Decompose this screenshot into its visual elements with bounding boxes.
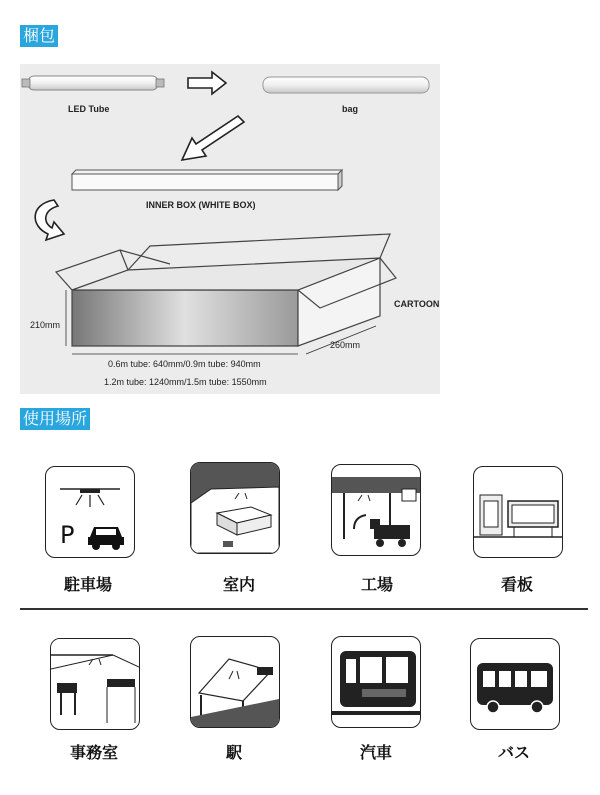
inner-box-drawing xyxy=(72,170,342,190)
office-icon xyxy=(50,638,140,730)
location-label-factory: 工場 xyxy=(360,575,393,594)
indoor-icon xyxy=(190,462,280,554)
curved-arrow-icon xyxy=(35,200,64,240)
arrow-right-icon xyxy=(188,72,226,94)
bag-label: bag xyxy=(342,104,359,114)
factory-icon xyxy=(331,464,421,556)
section-title-usage: 使用場所 xyxy=(20,408,90,430)
signboard-icon xyxy=(473,466,563,558)
row-divider xyxy=(20,608,588,610)
inner-box-label: INNER BOX (WHITE BOX) xyxy=(146,200,256,210)
parking-icon xyxy=(45,466,135,558)
location-label-bus: バス xyxy=(497,743,530,762)
train-icon xyxy=(331,636,421,728)
height-dimension: 210mm xyxy=(30,320,61,330)
location-label-office: 事務室 xyxy=(69,743,118,762)
carton-drawing xyxy=(56,234,396,346)
location-label-indoor: 室内 xyxy=(222,575,255,594)
parking-letter: P xyxy=(60,521,75,549)
bus-icon xyxy=(470,638,560,730)
location-label-station: 駅 xyxy=(225,743,242,762)
station-icon xyxy=(190,636,280,728)
section-title-packing: 梱包 xyxy=(20,25,58,47)
carton-label: CARTOON xyxy=(394,299,440,309)
location-label-signboard: 看板 xyxy=(500,575,533,594)
led-tube-drawing xyxy=(22,76,164,90)
bag-drawing xyxy=(263,77,429,93)
arrow-diagonal-icon xyxy=(182,116,244,160)
packing-diagram xyxy=(20,64,440,394)
location-label-train: 汽車 xyxy=(359,743,392,762)
led-tube-label: LED Tube xyxy=(68,104,110,114)
location-label-parking: 駐車場 xyxy=(63,575,112,594)
length-dimension-1: 0.6m tube: 640mm/0.9m tube: 940mm xyxy=(108,359,261,369)
depth-dimension: 260mm xyxy=(330,340,361,350)
length-dimension-2: 1.2m tube: 1240mm/1.5m tube: 1550mm xyxy=(104,377,267,387)
